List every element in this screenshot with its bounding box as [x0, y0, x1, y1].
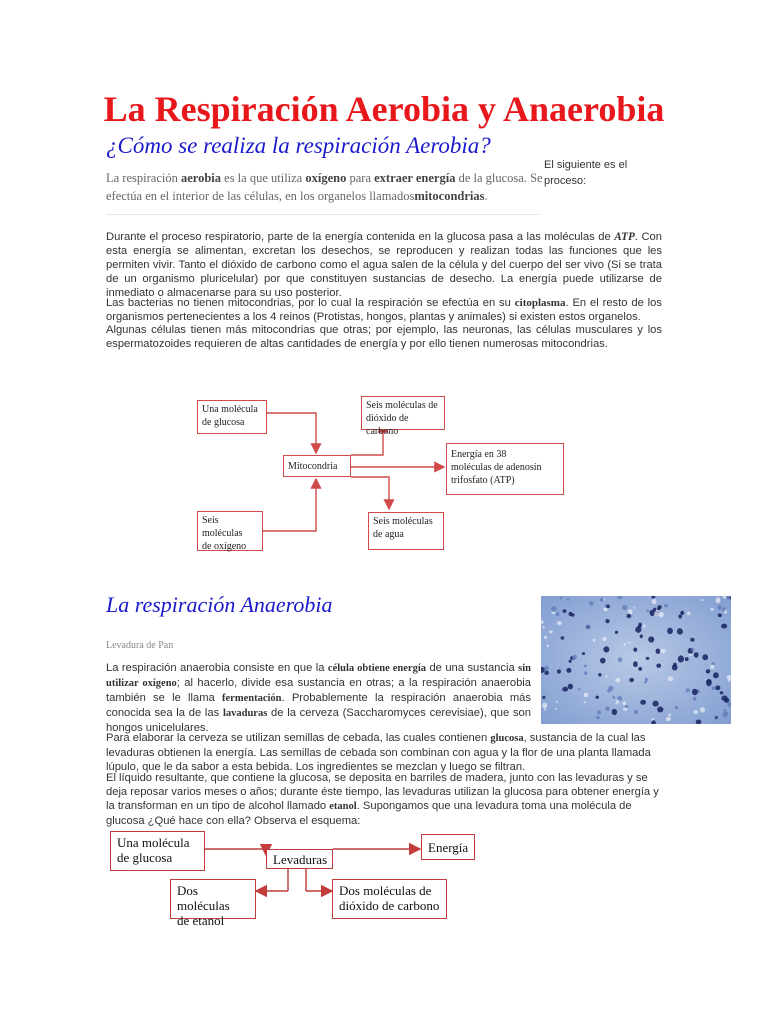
- yeast-cell: [557, 669, 561, 673]
- yeast-cell: [578, 688, 580, 690]
- yeast-cell: [597, 710, 601, 714]
- yeast-cell: [562, 687, 568, 692]
- yeast-cell: [612, 709, 617, 715]
- yeast-cell: [706, 669, 711, 673]
- yeast-cell: [660, 649, 665, 654]
- yeast-cell: [675, 706, 678, 709]
- yeast-cell: [646, 657, 650, 660]
- aerobia-heading: ¿Cómo se realiza la respiración Aerobia?: [106, 133, 491, 158]
- yeast-cell: [718, 614, 722, 618]
- yeast-cell: [569, 612, 573, 616]
- yeast-cell: [544, 671, 549, 675]
- box-mitochondria: Mitocondria: [283, 455, 351, 477]
- yeast-cell: [544, 666, 549, 671]
- box-yeasts: Levaduras: [266, 849, 333, 869]
- box-oxygen-molecules: Seis moléculas de oxígeno: [197, 511, 263, 551]
- yeast-cell: [629, 678, 634, 682]
- yeast-cell: [625, 705, 629, 708]
- yeast-cell: [678, 655, 684, 662]
- yeast-cell: [605, 619, 609, 623]
- yeast-cell: [549, 630, 553, 633]
- yeast-cell: [716, 597, 721, 603]
- paragraph-ethanol: El líquido resultante, que contiene la glucosa, se deposita en barriles de madera, junto con las levaduras y se deja reposar varios meses o años; durante éste tiempo, las levaduras utilizan la glucosa para obtener energía y la transforman en un tipo de alcohol llamado etanol. Supongamos que una levadura toma una molécula de glucosa ¿Qué hace con ella? Observa el esquema:: [106, 772, 659, 827]
- photo-caption: Levadura de Pan: [106, 640, 174, 651]
- paragraph-bacteria: Las bacterias no tienen mitocondrias, por lo cual la respiración se efectúa en su citoplasma. En el resto de los organismos pertenecientes a los 4 reinos (Protistas, hongos, plantas y animales) si existen estos organelos.: [106, 297, 662, 323]
- yeast-cell: [715, 717, 717, 720]
- yeast-cell: [560, 597, 563, 600]
- box-water-molecules: Seis moléculas de agua: [368, 512, 444, 550]
- yeast-cell: [693, 697, 697, 701]
- yeast-cell: [544, 636, 547, 639]
- yeast-cell: [656, 649, 661, 654]
- yeast-cell: [653, 701, 659, 707]
- yeast-cell: [634, 710, 638, 714]
- anaerobia-heading: La respiración Anaerobia: [106, 592, 333, 617]
- yeast-cell: [721, 624, 727, 629]
- yeast-cell: [583, 701, 586, 703]
- yeast-cell: [640, 634, 643, 638]
- paragraph-mitochondria: Algunas células tienen más mitocondrias que otras; por ejemplo, las neuronas, las células musculares y los espermatozoides requieren de altas cantidades de energía y por ello tienen numerosas mitocondrias.: [106, 324, 662, 350]
- aerobic-respiration-diagram: [191, 391, 567, 563]
- yeast-cell: [721, 695, 727, 701]
- yeast-cell: [686, 688, 690, 692]
- yeast-cell: [584, 693, 588, 698]
- yeast-cell: [645, 678, 648, 682]
- yeast-cell: [689, 654, 692, 657]
- yeast-cell: [691, 648, 695, 652]
- process-side-note: El siguiente es el proceso:: [544, 159, 628, 187]
- yeast-cell: [544, 708, 546, 710]
- yeast-cell: [702, 654, 708, 660]
- yeast-cell: [687, 612, 690, 616]
- yeast-cell: [648, 636, 654, 642]
- yeast-cell: [692, 689, 698, 695]
- yeast-cell: [605, 707, 610, 711]
- yeast-cell: [653, 608, 656, 612]
- yeast-cell: [680, 611, 684, 615]
- yeast-cell: [633, 607, 635, 609]
- yeast-cell: [728, 679, 731, 682]
- yeast-cell: [657, 707, 663, 713]
- yeast-cell: [628, 642, 630, 644]
- box-atp-energy: Energía en 38 moléculas de adenosín trifosfato (ATP): [446, 443, 564, 495]
- yeast-cell: [717, 605, 721, 610]
- yeast-cell: [556, 701, 558, 703]
- yeast-microscope-image: [541, 596, 731, 724]
- yeast-cell: [638, 667, 642, 671]
- yeast-cell: [727, 596, 731, 600]
- yeast-cell: [666, 717, 671, 721]
- yeast-cell: [657, 607, 660, 610]
- yeast-cell: [712, 686, 715, 690]
- yeast-cell: [602, 637, 606, 641]
- yeast-cell: [643, 625, 646, 628]
- yeast-cell: [600, 658, 606, 664]
- paragraph-beer-making: Para elaborar la cerveza se utilizan semillas de cebada, las cuales contienen glucosa, sustancia de la cual las levaduras obtienen la energía. Las semillas de cebada son combinan con agua y la flor de una planta llamada lúpulo, que le da sabor a esta bebida. Los ingredientes se mezclan y luego se filtran.: [106, 732, 651, 773]
- yeast-cell: [715, 685, 720, 690]
- fermentation-diagram: [108, 829, 478, 928]
- page-title: La Respiración Aerobia y Anaerobia: [103, 89, 665, 129]
- box-ethanol-molecules: Dos moléculas de etanol: [170, 879, 256, 919]
- yeast-cell: [615, 678, 620, 683]
- yeast-cell: [722, 607, 726, 611]
- yeast-cells-graphic: [541, 596, 731, 724]
- yeast-cell: [693, 710, 698, 714]
- yeast-cell: [652, 599, 657, 605]
- box-co2-molecules: Seis moléculas de dióxido de carbono: [361, 396, 445, 430]
- yeast-cell: [654, 612, 659, 616]
- yeast-cell: [598, 673, 601, 677]
- yeast-cell: [606, 605, 610, 608]
- yeast-cell: [720, 691, 724, 694]
- yeast-cell: [656, 664, 661, 668]
- yeast-cell: [542, 703, 547, 709]
- yeast-cell: [600, 598, 604, 602]
- yeast-cell: [701, 599, 703, 601]
- yeast-cell: [678, 615, 682, 619]
- yeast-cell: [563, 609, 567, 613]
- yeast-cell: [635, 626, 641, 633]
- yeast-cell: [724, 709, 727, 711]
- yeast-cell: [615, 631, 618, 634]
- yeast-cell: [627, 614, 632, 618]
- yeast-cell: [582, 652, 585, 655]
- yeast-cell: [616, 700, 620, 704]
- yeast-cell: [572, 655, 577, 659]
- yeast-cell: [622, 605, 628, 610]
- yeast-cell: [566, 668, 571, 673]
- yeast-cell: [596, 716, 600, 720]
- yeast-cell: [713, 672, 719, 678]
- yeast-cell: [677, 628, 683, 635]
- yeast-cell: [624, 643, 627, 645]
- yeast-cell: [618, 657, 623, 662]
- yeast-cell: [668, 676, 673, 681]
- yeast-cell: [546, 644, 549, 647]
- yeast-cell: [603, 608, 607, 612]
- yeast-cell: [711, 662, 715, 665]
- yeast-cell: [690, 638, 694, 642]
- yeast-cell: [585, 624, 590, 629]
- yeast-cell: [694, 652, 699, 658]
- box-glucose-molecule: Una molécula de glucosa: [197, 400, 267, 434]
- yeast-cell: [556, 612, 559, 616]
- yeast-cell: [726, 712, 728, 715]
- yeast-cell: [568, 684, 573, 690]
- yeast-cell: [603, 646, 609, 652]
- yeast-cell: [700, 707, 705, 712]
- yeast-cell: [608, 686, 613, 691]
- yeast-cell: [640, 700, 646, 705]
- yeast-cell: [706, 680, 712, 686]
- box-energy: Energía: [421, 834, 475, 860]
- yeast-cell: [557, 621, 562, 625]
- yeast-cell: [584, 671, 587, 675]
- yeast-cell: [646, 609, 649, 612]
- yeast-cell: [605, 676, 607, 678]
- yeast-cell: [569, 660, 572, 663]
- yeast-cell: [710, 608, 713, 611]
- yeast-cell: [555, 708, 557, 710]
- yeast-cell: [623, 702, 627, 706]
- paragraph-anaerobic-definition: La respiración anaerobia consiste en que la célula obtiene energía de una sustancia sin utilizar oxígeno; al hacerlo, divide esa sustancia en otras; a la respiración anaerobia también se le llama fermentación. Probablemente la respiración anaerobia más conocida sea la de las lavaduras de la cerveza (Saccharomyces cerevisiae), que son hongos unicelulares.: [106, 662, 532, 734]
- yeast-cell: [667, 628, 673, 634]
- yeast-cell: [551, 606, 556, 612]
- yeast-cell: [638, 623, 642, 627]
- yeast-cell: [668, 714, 671, 717]
- box-co2-molecules-2: Dos moléculas de dióxido de carbono: [332, 879, 447, 919]
- yeast-cell: [673, 663, 677, 667]
- yeast-cell: [593, 639, 596, 642]
- yeast-cell: [633, 648, 637, 652]
- box-glucose-molecule-2: Una molécula de glucosa: [110, 831, 205, 871]
- yeast-cell: [613, 696, 616, 699]
- yeast-cell: [542, 626, 544, 628]
- yeast-cell: [595, 696, 599, 699]
- yeast-cell: [567, 598, 570, 601]
- yeast-cell: [633, 661, 638, 667]
- yeast-cell: [542, 696, 545, 699]
- yeast-cell: [685, 657, 689, 661]
- yeast-cell: [664, 604, 668, 607]
- yeast-cell: [710, 665, 714, 669]
- yeast-cell: [589, 601, 594, 605]
- yeast-cell: [561, 636, 565, 639]
- divider: [106, 214, 540, 215]
- aerobia-intro: La respiración aerobia es la que utiliza oxígeno para extraer energía de la glucosa. Se efectúa en el interior de las células, en los organelos llamadosmitocondrias.: [106, 171, 543, 203]
- paragraph-respiratory-process: Durante el proceso respiratorio, parte de la energía contenida en la glucosa pasa a las moléculas de ATP. Con esta energía se alimentan, excretan los desechos, se reproducen y realizan todas las funciones que les permiten vivir. Tanto el dióxido de carbono como el agua salen de la célula y del cuerpo del ser vivo (Si se trata de un organismo pluricelular) por que constituyen sustancias de desecho. La energía puede utilizarse de inmediato o almacenarse para su uso posterior.: [106, 231, 662, 299]
- yeast-cell: [584, 665, 587, 668]
- yeast-cell: [659, 612, 664, 617]
